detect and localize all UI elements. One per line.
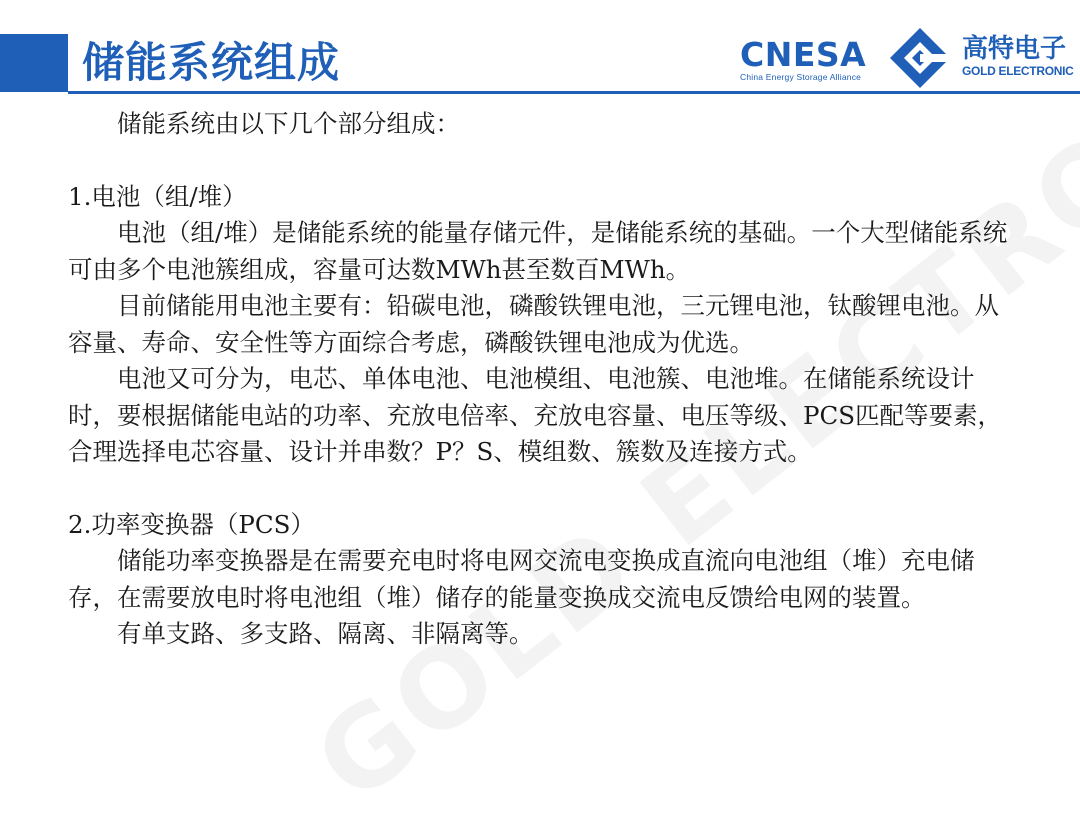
cnesa-logo-subtitle: China Energy Storage Alliance: [740, 72, 862, 82]
gold-name-cn: 高特电子: [962, 34, 1067, 64]
gold-electronic-wordmark: [962, 34, 1074, 78]
title-accent-bar: [0, 34, 68, 92]
section1-paragraph: 电池又可分为，电芯、单体电池、电池模组、电池簇、电池堆。在储能系统设计时，要根据储能电站的功率、充放电倍率、充放电容量、电压等级、PCS匹配等要素，合理选择电芯容量、设计并串数？P？S、模组数、簇数及连接方式。: [68, 364, 1003, 466]
body-content: [68, 106, 1018, 653]
title-underline: [68, 91, 1080, 94]
page-title: 储能系统组成: [82, 38, 341, 87]
section2-paragraph: 有单支路、多支路、隔离、非隔离等。: [117, 619, 534, 648]
section1-paragraph: 目前储能用电池主要有：铅碳电池，磷酸铁锂电池，三元锂电池，钛酸锂电池。从容量、寿命、安全性等方面综合考虑，磷酸铁锂电池成为优选。: [68, 291, 999, 357]
section1-paragraph: 电池（组/堆）是储能系统的能量存储元件，是储能系统的基础。一个大型储能系统可由多个电池簇组成，容量可达数MWh甚至数百MWh。: [68, 218, 1008, 284]
intro-text: 储能系统由以下几个部分组成：: [117, 109, 460, 138]
gold-electronic-diamond-logo-icon: [888, 26, 952, 90]
section2-paragraph: 储能功率变换器是在需要充电时将电网交流电变换成直流向电池组（堆）充电储存，在需要放电时将电池组（堆）储存的能量变换成交流电反馈给电网的装置。: [68, 546, 975, 612]
cnesa-logo: [740, 35, 880, 82]
section2-heading: 2.功率变换器（PCS）: [68, 509, 315, 539]
gold-name-en: GOLD ELECTRONIC: [962, 64, 1074, 78]
section1-heading: 1.电池（组/堆）: [68, 181, 247, 211]
cnesa-logo-name: CNESA: [740, 35, 867, 74]
